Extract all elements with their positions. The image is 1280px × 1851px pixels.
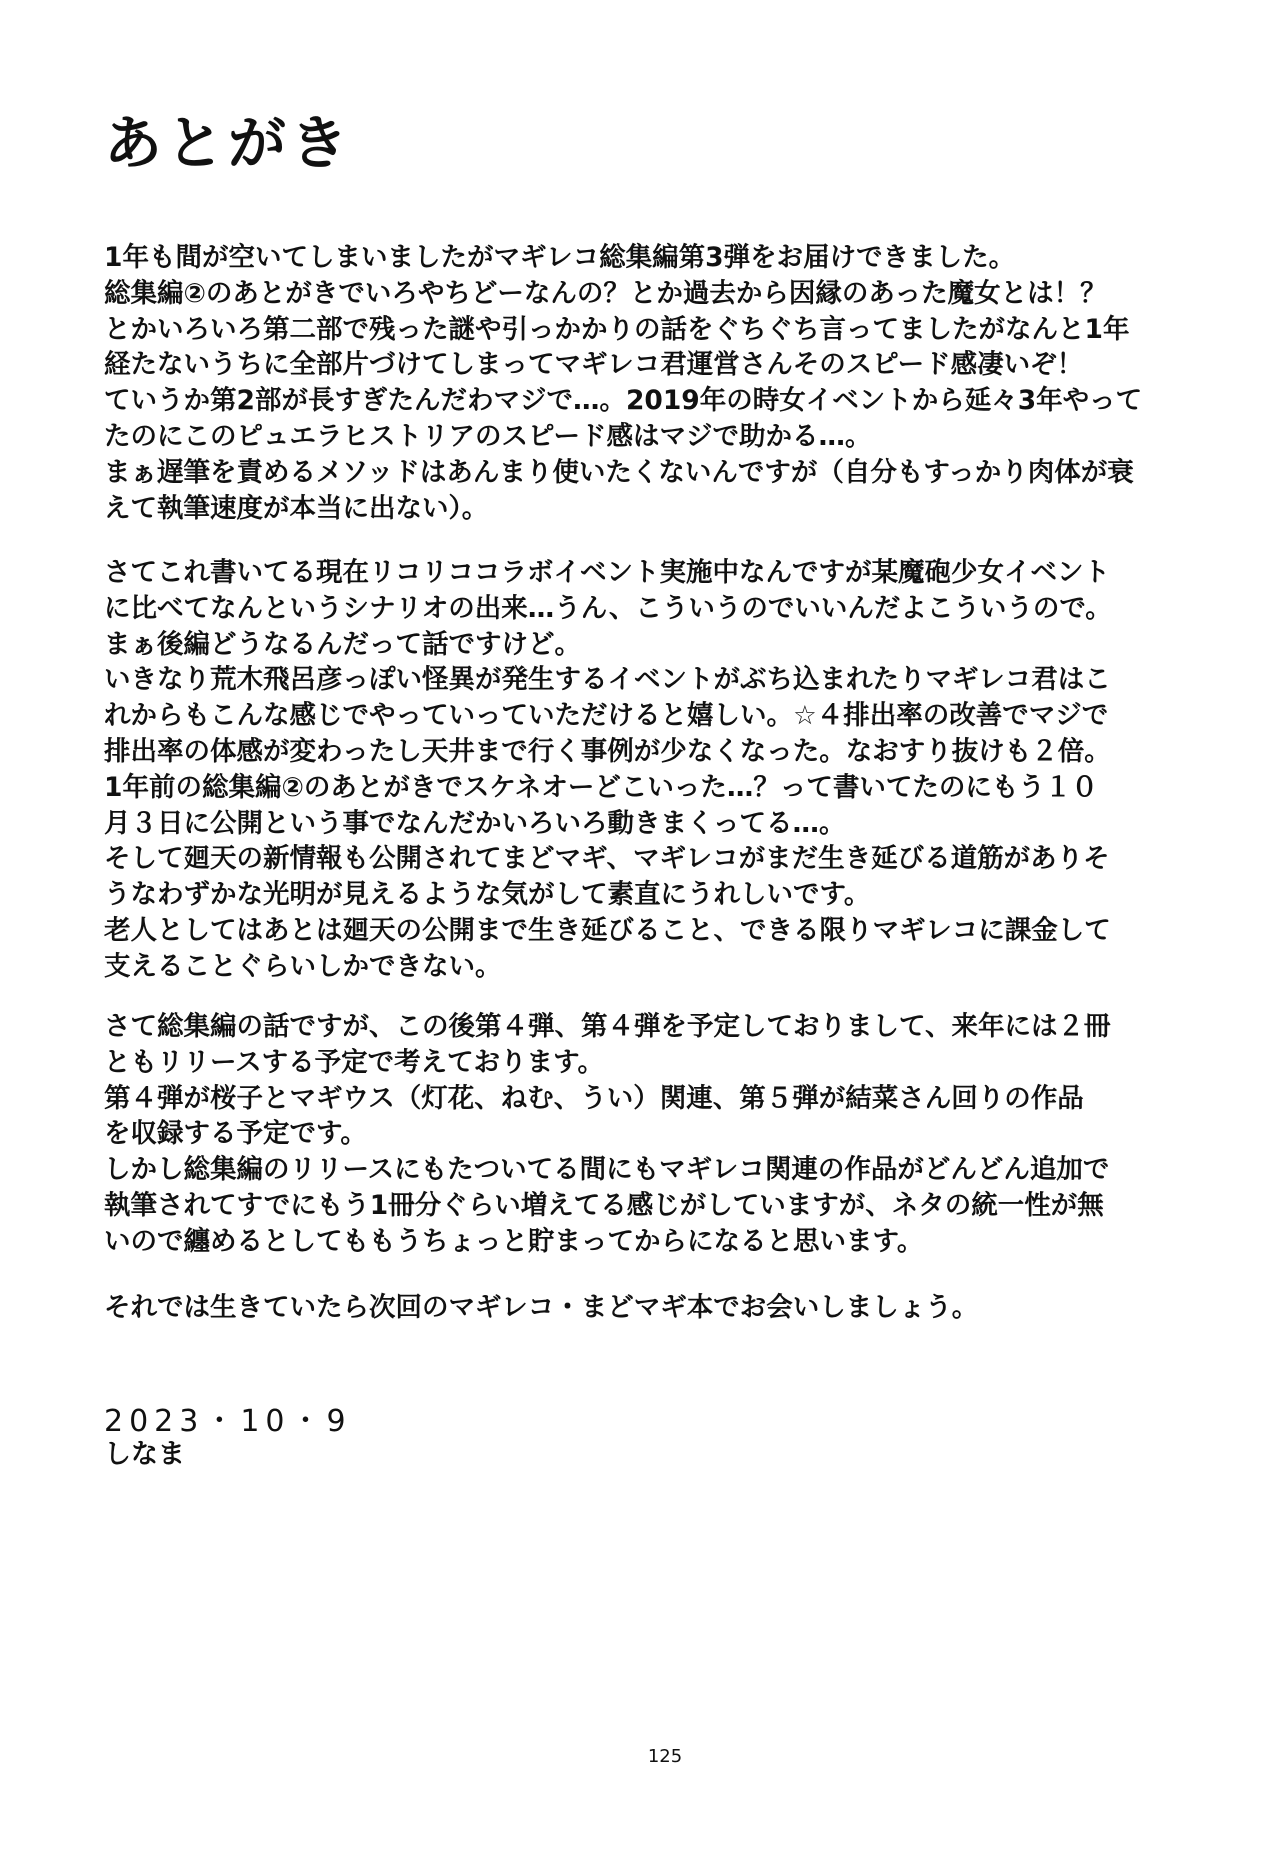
text-line: ていうか第2部が長すぎたんだわマジで…。2019年の時女イベントから延々3年やって [104,385,1143,417]
text-line: 第４弾が桜子とマギウス（灯花、ねむ、うい）関連、第５弾が結菜さん回りの作品 [104,1082,1084,1114]
page-number: 125 [647,1746,683,1767]
text-line: まぁ後編どうなるんだって話ですけど。 [104,628,581,660]
text-line: 総集編②のあとがきでいろやちどーなんの？とか過去から因縁のあった魔女とは！？ [104,277,1107,309]
text-line: に比べてなんというシナリオの出来…うん、こういうのでいいんだよこういうので。 [104,592,1112,624]
text-line: れからもこんな感じでやっていっていただけると嬉しい。☆４排出率の改善でマジで [104,700,1109,732]
text-line: いので纏めるとしてももうちょっと貯まってからになると思います。 [104,1225,924,1257]
text-line: うなわずかな光明が見えるような気がして素直にうれしいです。 [104,879,871,911]
text-line: たのにこのピュエラヒストリアのスピード感はマジで助かる…。 [104,420,872,452]
text-line: 執筆されてすでにもう1冊分ぐらい増えてる感じがしていますが、ネタの統一性が無 [104,1189,1104,1221]
text-line: とかいろいろ第二部で残った謎や引っかかりの話をぐちぐち言ってましたがなんと1年 [104,313,1130,345]
author-name: しなま [104,1439,185,1470]
text-line: を収録する予定です。 [104,1118,367,1150]
text-line: 1年も間が空いてしまいましたがマギレコ総集編第3弾をお届けできました。 [104,242,1016,273]
text-line: そして廻天の新情報も公開されてまどマギ、マギレコがまだ生き延びる道筋がありそ [104,843,1110,875]
text-line: いきなり荒木飛呂彦っぽい怪異が発生するイベントがぶち込まれたりマギレコ君はこ [104,664,1111,696]
text-line: 老人としてはあとは廻天の公開まで生き延びること、できる限りマギレコに課金して [104,914,1111,946]
text-line: さて総集編の話ですが、この後第４弾、第４弾を予定しておりまして、来年には２冊 [104,1011,1111,1042]
text-line: さてこれ書いてる現在リコリココラボイベント実施中なんですが某魔砲少女イベント [104,557,1110,588]
paragraph-2 [104,555,1112,985]
text-line: 月３日に公開という事でなんだかいろいろ動きまくってる…。 [104,807,846,839]
text-line: えて執筆速度が本当に出ない）。 [104,492,489,524]
text-line: 排出率の体感が変わったし天井まで行く事例が少なくなった。なおすり抜けも２倍。 [104,735,1111,767]
date: 2023・10・9 [104,1404,352,1439]
text-line: それでは生きていたら次回のマギレコ・まどマギ本でお会いしましょう。 [104,1292,979,1323]
text-line: しかし総集編のリリースにもたついてる間にもマギレコ関連の作品がどんどん追加で [104,1154,1110,1186]
text-line: まぁ遅筆を責めるメソッドはあんまり使いたくないんですが（自分もすっかり肉体が衰 [104,456,1134,488]
text-line: 経たないうちに全部片づけてしまってマギレコ君運営さんそのスピード感凄いぞ！ [104,349,1084,381]
page-title: あとがき [104,109,353,177]
text-line: 1年前の総集編②のあとがきでスケネオーどこいった…？って書いてたのにもう１０ [104,771,1098,803]
text-line: ともリリースする予定で考えております。 [104,1046,605,1078]
paragraph-3 [104,1009,1110,1260]
paragraph-1 [104,240,1142,526]
text-line: 支えることぐらいしかできない。 [104,950,502,982]
paragraph-4 [104,1290,978,1326]
